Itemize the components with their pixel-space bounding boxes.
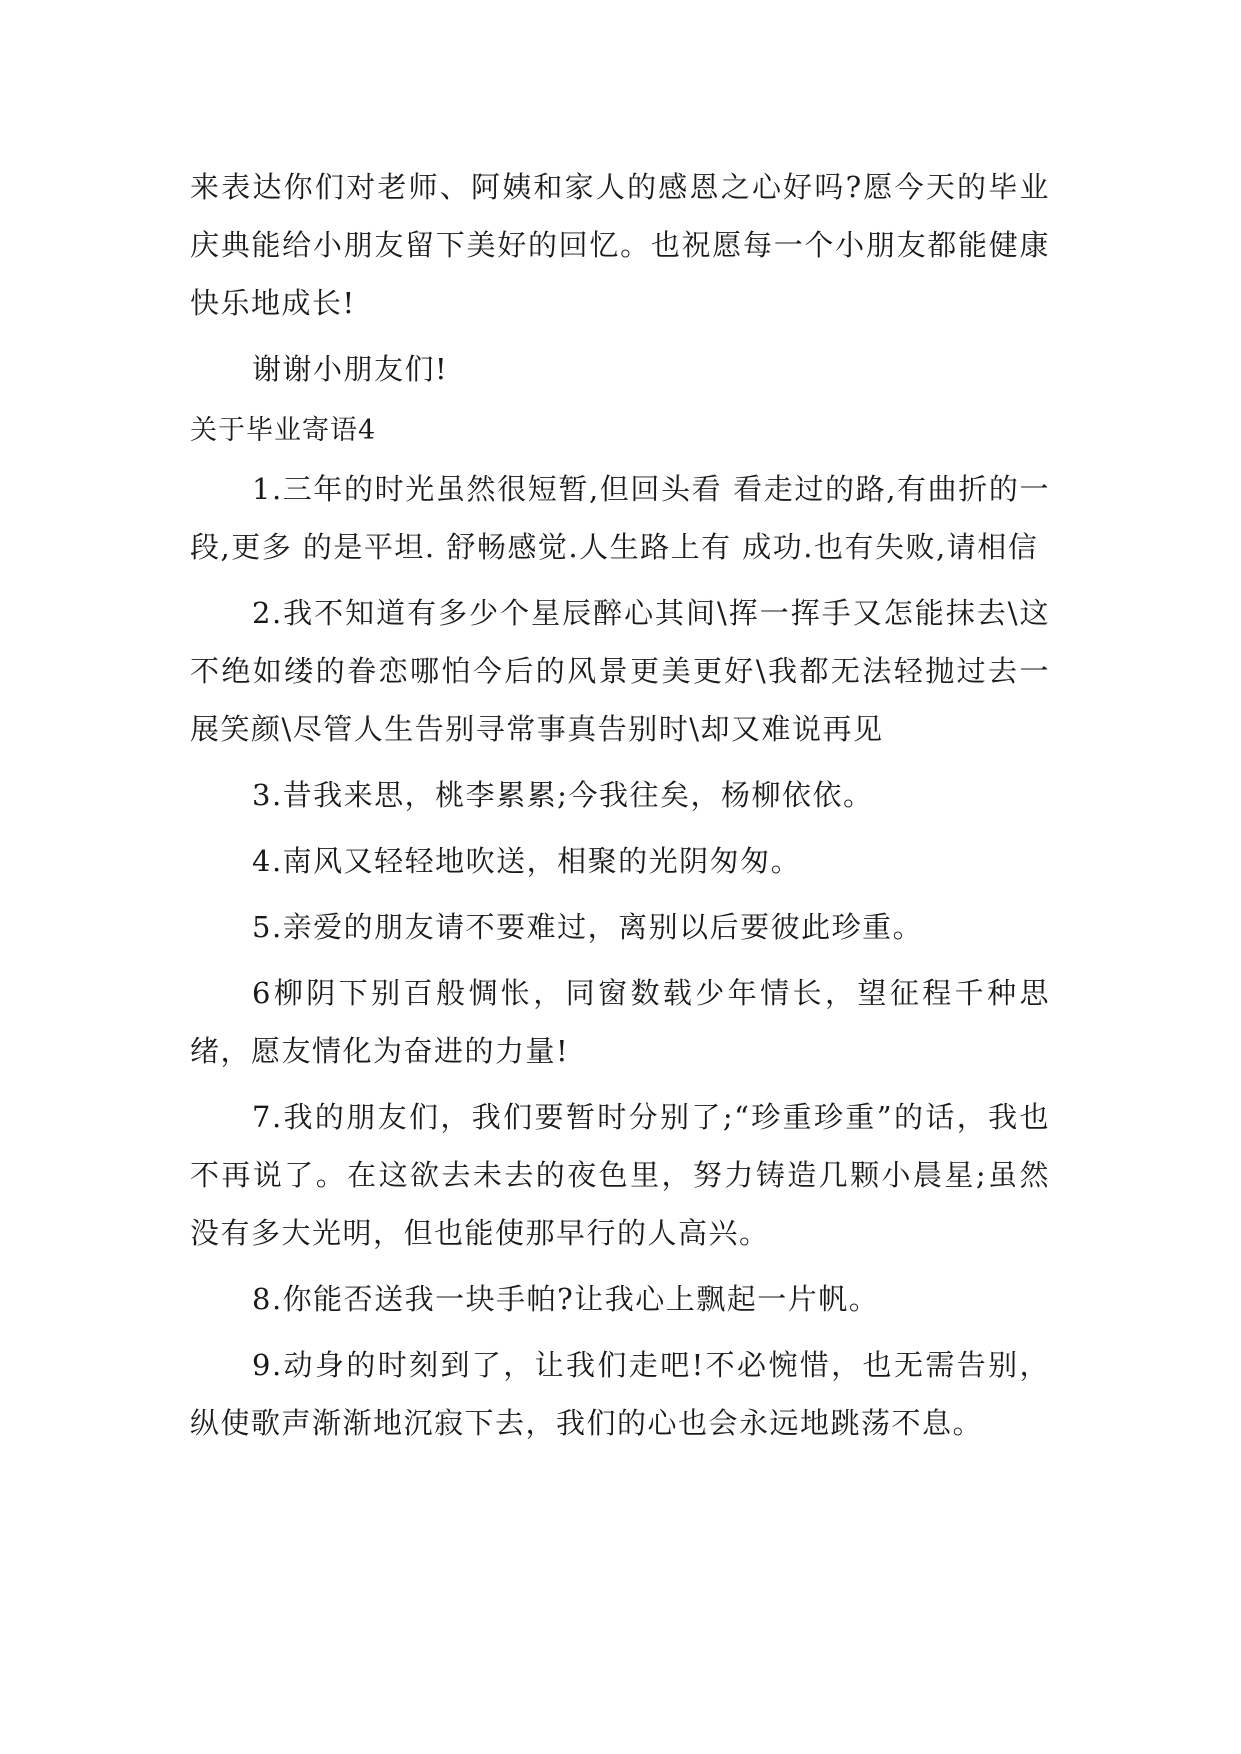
list-item: 3.昔我来思，桃李累累;今我往矣，杨柳依依。 bbox=[252, 778, 874, 812]
list-item: 4.南风又轻轻地吹送，相聚的光阴匆匆。 bbox=[252, 844, 802, 878]
document-page bbox=[190, 158, 1050, 1460]
list-item: 1.三年的时光虽然很短暂,但回头看 看走过的路,有曲折的一段,更多 的是平坦. 舒畅感觉.人生路上有 成功.也有失败,请相信 bbox=[190, 472, 1050, 564]
list-item: 2.我不知道有多少个星辰醉心其间\挥一挥手又怎能抹去\这不绝如缕的眷恋哪怕今后的风景更美更好\我都无法轻抛过去一展笑颜\尽管人生告别寻常事真告别时\却又难说再见 bbox=[190, 596, 1050, 746]
list-item: 9.动身的时刻到了，让我们走吧!不必惋惜，也无需告别，纵使歌声渐渐地沉寂下去，我们的心也会永远地跳荡不息。 bbox=[190, 1348, 1050, 1440]
paragraph-thanks: 谢谢小朋友们! bbox=[252, 352, 449, 386]
section-heading: 关于毕业寄语4 bbox=[190, 415, 377, 446]
list-item: 8.你能否送我一块手帕?让我心上飘起一片帆。 bbox=[252, 1282, 880, 1316]
paragraph-closing: 来表达你们对老师、阿姨和家人的感恩之心好吗?愿今天的毕业庆典能给小朋友留下美好的回忆。也祝愿每一个小朋友都能健康快乐地成长! bbox=[190, 170, 1050, 320]
list-item: 5.亲爱的朋友请不要难过，离别以后要彼此珍重。 bbox=[252, 910, 924, 944]
list-item: 6柳阴下别百般惆怅，同窗数载少年情长，望征程千种思绪，愿友情化为奋进的力量! bbox=[190, 976, 1050, 1068]
list-item: 7.我的朋友们，我们要暂时分别了;“珍重珍重”的话，我也不再说了。在这欲去未去的夜色里，努力铸造几颗小晨星;虽然没有多大光明，但也能使那早行的人高兴。 bbox=[190, 1100, 1050, 1250]
